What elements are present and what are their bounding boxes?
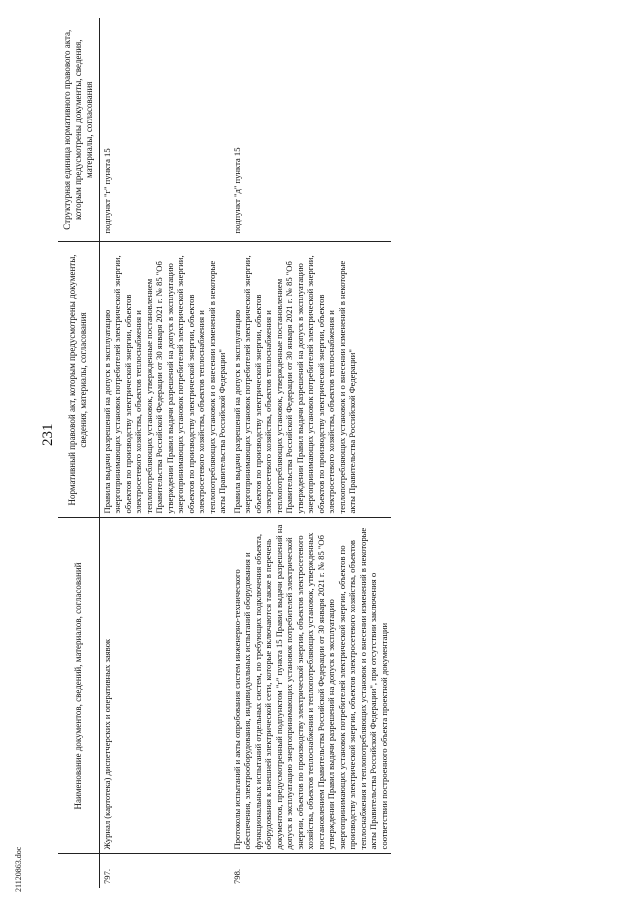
document-file-id: 21120863.doc	[14, 846, 23, 892]
document-table-container	[58, 18, 578, 888]
row-document-name: Протоколы испытаний и акты опробования систем инженерно-технического обеспечения, электрооборудования, индивидуальных испытаний оборудования и функциональных испытаний отдельных систем, по требующих подключения объекта, оборудования к внешней электрической сети, которые включаются также в перечень документов, предусмотренный подпунктом "г" пункта 15 Правил выдачи разрешений на допуск в эксплуатацию энергопринимающих установок потребителей электрической энергии, объектов по производству электрической энергии, объектов электросетевого хозяйства, объектов теплоснабжения и теплопотребляющих установок, утвержденных постановлением Правительства Российской Федерации от 30 января 2021 г. № 85 "Об утверждении Правил выдачи разрешений на допуск в эксплуатацию энергопринимающих установок потребителей электрической энергии, объектов по производству электрической энергии, объектов электросетевого хозяйства, объектов теплоснабжения и теплопотребляющих установок и о внесении изменений в некоторые акты Правительства Российской Федерации", при отсутствии заключения о соответствии построенного объекта проектной документации	[230, 518, 391, 854]
row-number: 797.	[101, 868, 112, 884]
row-structural-unit: подпункт "д" пункта 15	[230, 18, 391, 242]
table-row	[99, 18, 229, 888]
table-row	[230, 18, 391, 888]
document-table	[58, 18, 391, 888]
header-num	[58, 854, 99, 888]
table-header-row	[58, 18, 99, 888]
row-legal-act: Правила выдачи разрешений на допуск в эксплуатацию энергопринимающих установок потребителей электрической энергии, объектов по производству электрической энергии, объектов электросетевого хозяйства, объектов теплоснабжения и теплопотребляющих установок, утвержденные постановлением Правительства Российской Федерации от 30 января 2021 г. № 85 "Об утверждении Правил выдачи разрешений на допуск в эксплуатацию энергопринимающих установок потребителей электрической энергии, объектов по производству электрической энергии, объектов электросетевого хозяйства, объектов теплоснабжения и теплопотребляющих установок и о внесении изменений в некоторые акты Правительства Российской Федерации"	[230, 242, 391, 518]
row-document-name: Журнал (картотека) диспетчерских и оперативных заявок	[99, 518, 229, 854]
page-number: 231	[40, 423, 56, 446]
header-name: Наименование документов, сведений, материалов, согласований	[58, 518, 99, 854]
row-legal-act: Правила выдачи разрешений на допуск в эксплуатацию энергопринимающих установок потребителей электрической энергии, объектов по производству электрической энергии, объектов электросетевого хозяйства, объектов теплоснабжения и теплопотребляющих установок, утвержденные постановлением Правительства Российской Федерации от 30 января 2021 г. № 85 "Об утверждении Правил выдачи разрешений на допуск в эксплуатацию энергопринимающих установок потребителей электрической энергии, объектов по производству электрической энергии, объектов электросетевого хозяйства, объектов теплоснабжения и теплопотребляющих установок и о внесении изменений в некоторые акты Правительства Российской Федерации"	[99, 242, 229, 518]
row-number: 798.	[231, 868, 242, 884]
header-unit: Структурная единица нормативного правового акта, которым предусмотрены документы, сведения, материалы, согласования	[58, 18, 99, 242]
header-act: Нормативный правовой акт, которым предусмотрены документы, сведения, материалы, согласования	[58, 242, 99, 518]
row-structural-unit: подпункт "г" пункта 15	[99, 18, 229, 242]
